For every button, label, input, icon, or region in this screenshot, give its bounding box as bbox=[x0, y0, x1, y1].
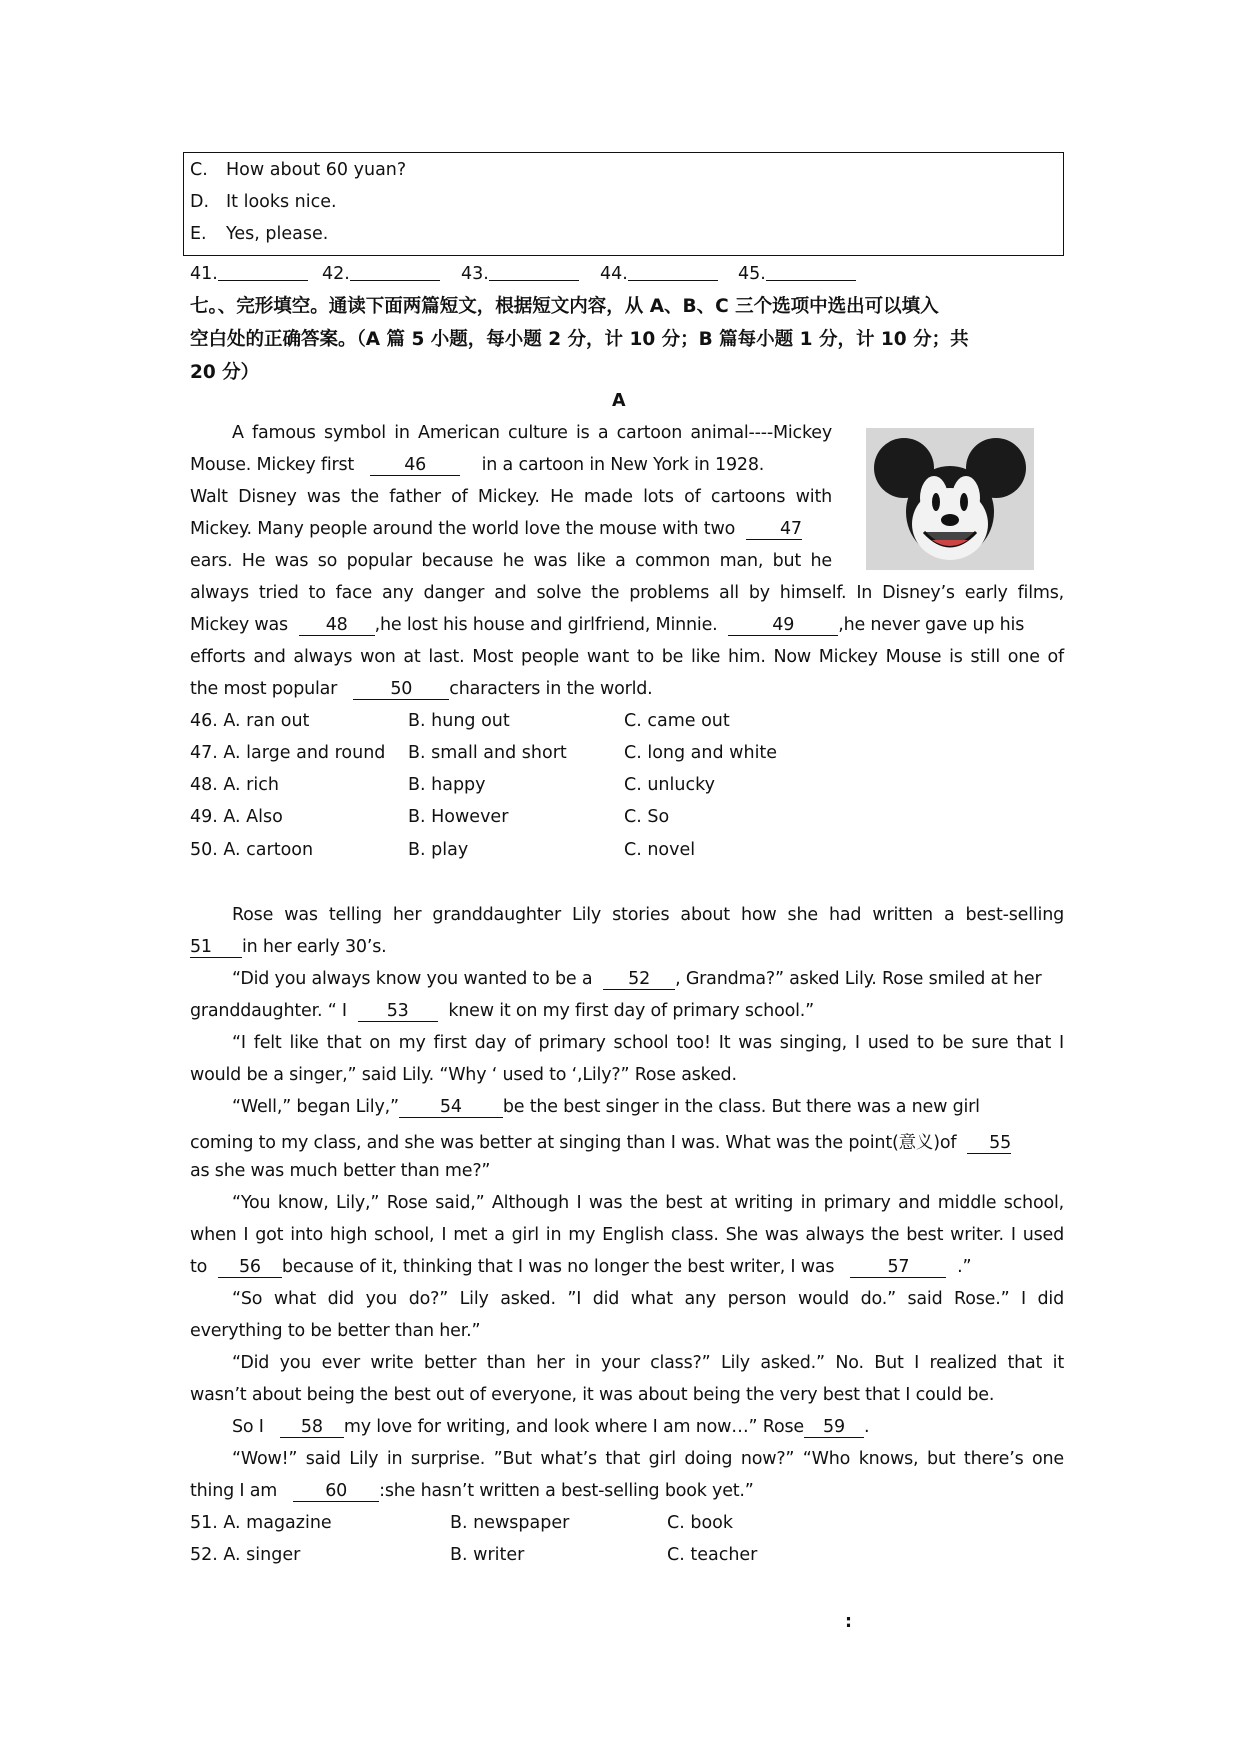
text-span: characters in the world. bbox=[449, 679, 653, 699]
question-47-b: B. small and short bbox=[408, 743, 567, 763]
text-span: , Grandma?” asked Lily. Rose smiled at her bbox=[675, 969, 1042, 989]
passage-b-line bbox=[190, 1129, 1064, 1154]
question-51-a: 51. A. magazine bbox=[190, 1513, 332, 1533]
passage-b-line: when I got into high school, I met a girl in my English class. She was always the best writer. I used bbox=[190, 1225, 1064, 1245]
passage-b-line bbox=[232, 1097, 1064, 1118]
passage-b-line: as she was much better than me?” bbox=[190, 1161, 491, 1181]
passage-b-line bbox=[232, 969, 1064, 990]
passage-b-line bbox=[190, 1257, 1064, 1278]
passage-b-line: wasn’t about being the best out of everyone, it was about being the very best that I could be. bbox=[190, 1385, 995, 1405]
text-span: in her early 30’s. bbox=[242, 937, 387, 957]
question-49-a: 49. A. Also bbox=[190, 807, 283, 827]
question-48-a: 48. A. rich bbox=[190, 775, 279, 795]
option-text: It looks nice. bbox=[226, 192, 337, 212]
text-span: . bbox=[863, 1417, 870, 1437]
answer-blank-43 bbox=[461, 262, 579, 284]
question-52-b: B. writer bbox=[450, 1545, 525, 1565]
blank-59: 59 bbox=[804, 1418, 864, 1438]
passage-a-line: Walt Disney was the father of Mickey. He made lots of cartoons with bbox=[190, 487, 832, 507]
answer-number: 42. bbox=[322, 264, 350, 284]
passage-b-line bbox=[190, 1481, 1064, 1502]
question-50-c: C. novel bbox=[624, 840, 696, 860]
blank-52: 52 bbox=[603, 970, 675, 990]
blank-51: 51 bbox=[190, 938, 242, 958]
text-span: coming to my class, and she was better at singing than I was. What was the point(意义)of bbox=[190, 1133, 957, 1153]
option-letter: D. bbox=[190, 192, 210, 212]
passage-b-line: “So what did you do?” Lily asked. ”I did what any person would do.” said Rose.” I did bbox=[232, 1289, 1064, 1309]
blank-58: 58 bbox=[280, 1418, 344, 1438]
section-heading-line2: 空白处的正确答案。（A 篇 5 小题，每小题 2 分，计 10 分；B 篇每小题 1 分，计 10 分；共 bbox=[190, 329, 969, 350]
passage-b-line: would be a singer,” said Lily. “Why ‘ used to ‘,Lily?” Rose asked. bbox=[190, 1065, 737, 1085]
passage-a-title: A bbox=[612, 391, 626, 411]
passage-a-line: efforts and always won at last. Most people want to be like him. Now Mickey Mouse is still one of bbox=[190, 647, 1064, 667]
option-text: How about 60 yuan? bbox=[226, 160, 407, 180]
question-52-c: C. teacher bbox=[667, 1545, 758, 1565]
text-span: “Well,” began Lily,” bbox=[232, 1097, 399, 1117]
option-letter: E. bbox=[190, 224, 207, 244]
passage-b-line: everything to be better than her.” bbox=[190, 1321, 481, 1341]
section-heading-line3: 20 分） bbox=[190, 362, 260, 383]
text-span: Mickey was bbox=[190, 615, 288, 635]
answer-line bbox=[628, 262, 718, 281]
question-50-b: B. play bbox=[408, 840, 469, 860]
passage-b-line bbox=[190, 1001, 1064, 1022]
passage-a-line bbox=[190, 519, 832, 540]
passage-a-line bbox=[190, 615, 1064, 636]
blank-60: 60 bbox=[293, 1482, 379, 1502]
text-span: ,he never gave up his bbox=[838, 615, 1025, 635]
option-letter: C. bbox=[190, 160, 208, 180]
question-48-b: B. happy bbox=[408, 775, 486, 795]
text-span: because of it, thinking that I was no longer the best writer, I was bbox=[281, 1257, 835, 1277]
box-option-d bbox=[190, 192, 337, 212]
blank-53: 53 bbox=[358, 1002, 438, 1022]
passage-b-line bbox=[232, 1417, 1064, 1438]
answer-line bbox=[218, 262, 308, 281]
answer-blank-42 bbox=[322, 262, 440, 284]
passage-b-line bbox=[190, 937, 1064, 958]
passage-a-line: always tried to face any danger and solve the problems all by himself. In Disney’s early films, bbox=[190, 583, 1064, 603]
answer-blank-45 bbox=[738, 262, 856, 284]
question-47-c: C. long and white bbox=[624, 743, 778, 763]
question-47-a: 47. A. large and round bbox=[190, 743, 386, 763]
answer-number: 41. bbox=[190, 264, 218, 284]
passage-b-line: “You know, Lily,” Rose said,” Although I was the best at writing in primary and middle school, bbox=[232, 1193, 1064, 1213]
passage-a-line: ears. He was so popular because he was like a common man, but he bbox=[190, 551, 832, 571]
footer-mark: : bbox=[845, 1612, 852, 1632]
mickey-mouse-picture bbox=[866, 428, 1034, 570]
answer-number: 43. bbox=[461, 264, 489, 284]
blank-56: 56 bbox=[218, 1258, 282, 1278]
question-46-a: 46. A. ran out bbox=[190, 711, 310, 731]
option-text: Yes, please. bbox=[226, 224, 329, 244]
blank-57: 57 bbox=[850, 1258, 946, 1278]
blank-49: 49 bbox=[728, 616, 838, 636]
question-51-b: B. newspaper bbox=[450, 1513, 570, 1533]
text-span: granddaughter. “ I bbox=[190, 1001, 347, 1021]
blank-47: 47 bbox=[746, 520, 802, 540]
answer-blank-41 bbox=[190, 262, 308, 284]
answer-line bbox=[489, 262, 579, 281]
passage-b-line: “Wow!” said Lily in surprise. ”But what’s that girl doing now?” “Who knows, but there’s one bbox=[232, 1449, 1064, 1469]
text-span: be the best singer in the class. But there was a new girl bbox=[502, 1097, 980, 1117]
section-heading-line1: 七。、完形填空。通读下面两篇短文，根据短文内容，从 A、B、C 三个选项中选出可以填入 bbox=[190, 296, 939, 317]
answer-number: 45. bbox=[738, 264, 766, 284]
box-option-c bbox=[190, 160, 406, 180]
text-span: :she hasn’t written a best-selling book yet.” bbox=[379, 1481, 754, 1501]
text-span: “Did you always know you wanted to be a bbox=[232, 969, 593, 989]
passage-b-line: Rose was telling her granddaughter Lily stories about how she had written a best-selling bbox=[232, 905, 1064, 925]
text-span: in a cartoon in New York in 1928. bbox=[481, 455, 765, 475]
answer-number: 44. bbox=[600, 264, 628, 284]
passage-b-line: “I felt like that on my first day of primary school too! It was singing, I used to be sure that I bbox=[232, 1033, 1064, 1053]
question-50-a: 50. A. cartoon bbox=[190, 840, 314, 860]
question-46-c: C. came out bbox=[624, 711, 730, 731]
blank-50: 50 bbox=[353, 680, 449, 700]
question-49-b: B. However bbox=[408, 807, 509, 827]
blank-48: 48 bbox=[299, 616, 375, 636]
blank-54: 54 bbox=[399, 1098, 503, 1118]
blank-55: 55 bbox=[967, 1134, 1011, 1154]
text-span: Mickey. Many people around the world love the mouse with two bbox=[190, 519, 736, 539]
text-span: ,he lost his house and girlfriend, Minnie. bbox=[374, 615, 718, 635]
question-48-c: C. unlucky bbox=[624, 775, 715, 795]
question-52-a: 52. A. singer bbox=[190, 1545, 301, 1565]
answer-line bbox=[350, 262, 440, 281]
box-option-e bbox=[190, 224, 328, 244]
text-span: Mouse. Mickey first bbox=[190, 455, 355, 475]
passage-a-line: A famous symbol in American culture is a cartoon animal----Mickey bbox=[232, 423, 832, 443]
question-51-c: C. book bbox=[667, 1513, 734, 1533]
passage-b-line: “Did you ever write better than her in your class?” Lily asked.” No. But I realized that it bbox=[232, 1353, 1064, 1373]
text-span: to bbox=[190, 1257, 208, 1277]
blank-46: 46 bbox=[370, 456, 460, 476]
text-span: thing I am bbox=[190, 1481, 278, 1501]
passage-a-line bbox=[190, 455, 832, 476]
text-span: my love for writing, and look where I am now…” Rose bbox=[343, 1417, 804, 1437]
answer-line bbox=[766, 262, 856, 281]
text-span: knew it on my first day of primary school.” bbox=[448, 1001, 814, 1021]
text-span: .” bbox=[957, 1257, 972, 1277]
passage-a-line bbox=[190, 679, 1064, 700]
answer-blank-44 bbox=[600, 262, 718, 284]
text-span: the most popular bbox=[190, 679, 338, 699]
question-49-c: C. So bbox=[624, 807, 670, 827]
text-span: So I bbox=[232, 1417, 264, 1437]
question-46-b: B. hung out bbox=[408, 711, 510, 731]
